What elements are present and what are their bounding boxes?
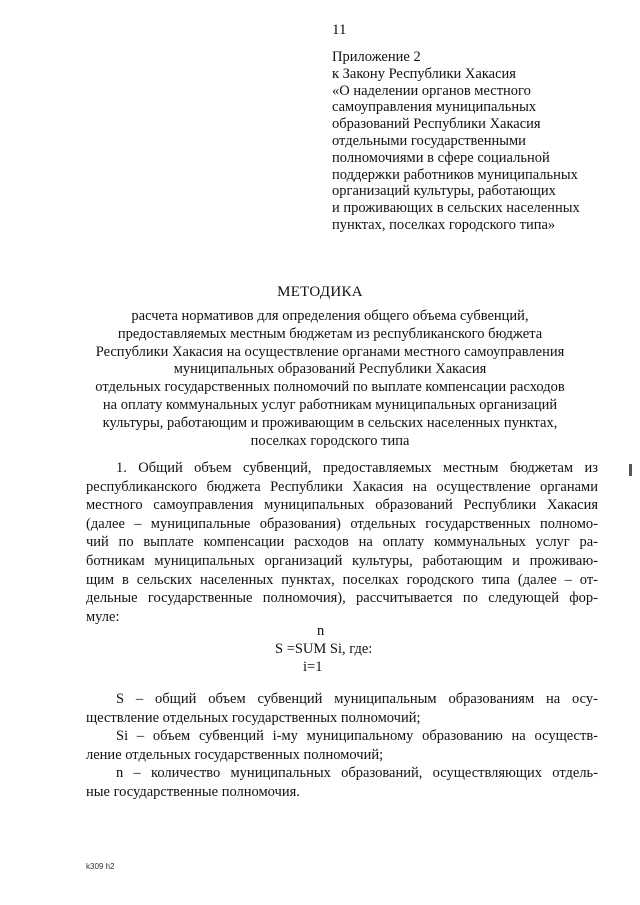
definition-line: S – общий объем субвенций муниципальным образованиям на осу- bbox=[116, 691, 598, 707]
document-title: МЕТОДИКА bbox=[277, 284, 363, 300]
appendix-line: Приложение 2 bbox=[332, 49, 421, 65]
paragraph-line: 1. Общий объем субвенций, предоставляемых местным бюджетам из bbox=[116, 460, 598, 476]
paragraph-line: щим в сельских населенных пунктах, поселках городского типа (далее – от- bbox=[86, 571, 598, 588]
subtitle-line: Республики Хакасия на осуществление органами местного самоуправления bbox=[95, 343, 565, 360]
appendix-line: пунктах, поселках городского типа» bbox=[332, 216, 556, 233]
page-number: 11 bbox=[332, 22, 347, 38]
paragraph-line: местного самоуправления муниципальных образований Республики Хакасия bbox=[86, 497, 598, 514]
margin-mark bbox=[629, 464, 632, 476]
appendix-line: к Закону Республики Хакасия bbox=[332, 65, 516, 82]
subtitle-line: отдельных государственных полномочий по выплате компенсации расходов bbox=[95, 379, 565, 396]
definition-line: ществление отдельных государственных полномочий; bbox=[86, 709, 421, 726]
appendix-line: поддержки работников муниципальных bbox=[332, 166, 578, 183]
paragraph-line: чий по выплате компенсации расходов на оплату коммунальных услуг ра- bbox=[86, 534, 598, 551]
definition-line: ление отдельных государственных полномочий; bbox=[86, 746, 384, 763]
formula-upper-limit: n bbox=[317, 623, 325, 639]
subtitle-line: предоставляемых местным бюджетам из республиканского бюджета bbox=[117, 325, 543, 342]
formula-lower-limit: i=1 bbox=[303, 659, 323, 675]
definition-line: ные государственные полномочия. bbox=[86, 783, 300, 800]
appendix-line: организаций культуры, работающих bbox=[332, 183, 556, 200]
paragraph-line: республиканского бюджета Республики Хакасия на осуществление органами bbox=[86, 478, 598, 495]
appendix-line: образований Республики Хакасия bbox=[332, 116, 541, 133]
paragraph-1 bbox=[86, 459, 598, 626]
definitions bbox=[86, 690, 598, 802]
subtitle-line: расчета нормативов для определения общего объема субвенций, bbox=[131, 308, 529, 324]
document-subtitle bbox=[60, 308, 600, 450]
appendix-line: самоуправления муниципальных bbox=[332, 99, 537, 116]
appendix-line: полномочиями в сфере социальной bbox=[332, 149, 550, 166]
appendix-header bbox=[332, 49, 632, 234]
definition-line: Si – объем субвенций i-му муниципальному образованию на осуществ- bbox=[116, 728, 598, 745]
appendix-line: «О наделении органов местного bbox=[332, 82, 531, 99]
subtitle-line: на оплату коммунальных услуг работникам муниципальных организаций bbox=[102, 396, 558, 413]
document-code: k309 h2 bbox=[86, 862, 115, 871]
paragraph-line: (далее – муниципальные образования) отдельных государственных полномо- bbox=[86, 515, 598, 532]
paragraph-line: дельные государственные полномочия), рассчитывается по следующей фор- bbox=[86, 590, 598, 607]
formula-expression: S =SUM Si, где: bbox=[275, 641, 373, 657]
subtitle-line: поселках городского типа bbox=[250, 432, 410, 449]
appendix-line: отдельными государственными bbox=[332, 132, 526, 149]
paragraph-line: муле: bbox=[86, 608, 120, 625]
subtitle-line: культуры, работающим и проживающим в сельских населенных пунктах, bbox=[102, 414, 558, 431]
appendix-line: и проживающих в сельских населенных bbox=[332, 200, 580, 217]
paragraph-line: ботникам муниципальных организаций культуры, работающим и проживаю- bbox=[86, 552, 598, 569]
subtitle-line: муниципальных образований Республики Хакасия bbox=[173, 361, 487, 378]
definition-line: n – количество муниципальных образований, осуществляющих отдель- bbox=[116, 765, 598, 782]
